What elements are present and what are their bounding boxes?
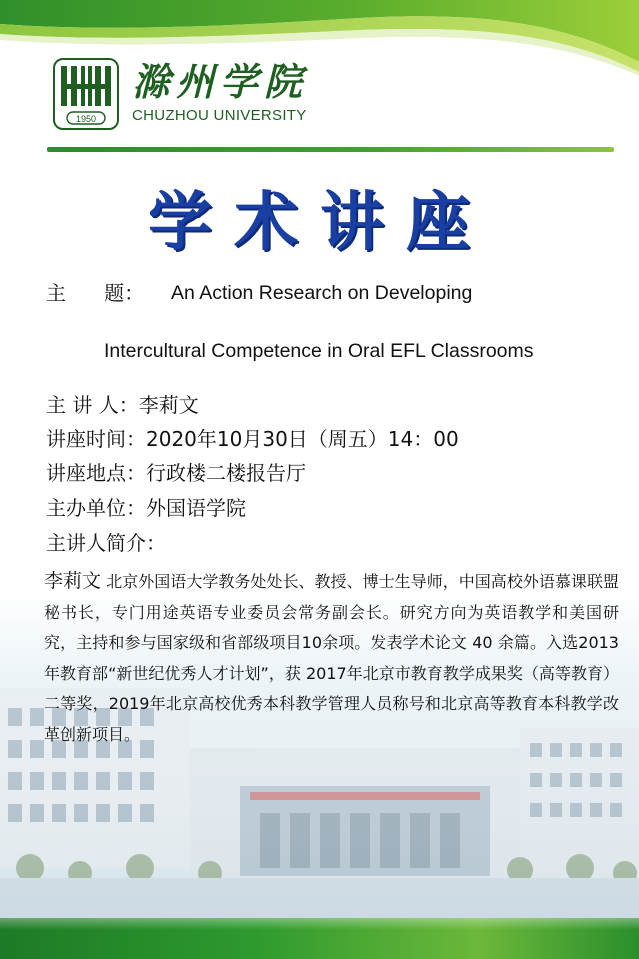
university-logo-icon <box>53 58 119 130</box>
host-label: 主办单位： <box>46 496 146 520</box>
bio-heading <box>46 528 166 558</box>
time-label: 讲座时间： <box>46 427 146 451</box>
footer-bar <box>0 918 639 959</box>
poster-title: 学术讲座 <box>148 186 492 260</box>
time-value: 2020年10月30日（周五）14：00 <box>146 427 459 451</box>
speaker-value: 李莉文 <box>138 393 199 417</box>
host-value: 外国语学院 <box>146 496 246 520</box>
university-name-en: CHUZHOU UNIVERSITY <box>132 107 307 124</box>
bio-text: 北京外国语大学教务处处长、教授、博士生导师，中国高校外语慕课联盟秘书长，专门用途英语专业委员会常务副会长。研究方向为英语教学和美国研究，主持和参与国家级和省部级项目10余项。发表学术论文 40 余篇。入选2013 年教育部“新世纪优秀人才计划”，获 2017年北京市教育教学成果奖（高等教育）二等奖，2019年北京高校优秀本科教学管理人员称号和北京高等教育本科教学改革创新项目。 <box>44 572 619 744</box>
venue-value: 行政楼二楼报告厅 <box>146 461 306 485</box>
logo-year: 1950 <box>75 114 97 124</box>
host-row <box>46 493 246 523</box>
footer-bar-shine <box>0 918 639 930</box>
topic-label: 主 题： <box>46 281 145 305</box>
topic-line-1: An Action Research on Developing <box>171 282 473 304</box>
topic-row <box>46 278 144 308</box>
speaker-label: 主 讲 人： <box>46 393 139 417</box>
venue-row <box>46 458 306 488</box>
bio-label: 主讲人简介： <box>46 531 166 555</box>
bio-paragraph <box>44 566 619 750</box>
header-divider <box>47 147 614 152</box>
speaker-row <box>46 390 199 420</box>
university-name-cn: 滁州学院 <box>132 59 309 104</box>
topic-line-2: Intercultural Competence in Oral EFL Classrooms <box>104 340 534 362</box>
venue-label: 讲座地点： <box>46 461 146 485</box>
bio-name: 李莉文 <box>44 570 102 592</box>
time-row <box>46 424 459 454</box>
